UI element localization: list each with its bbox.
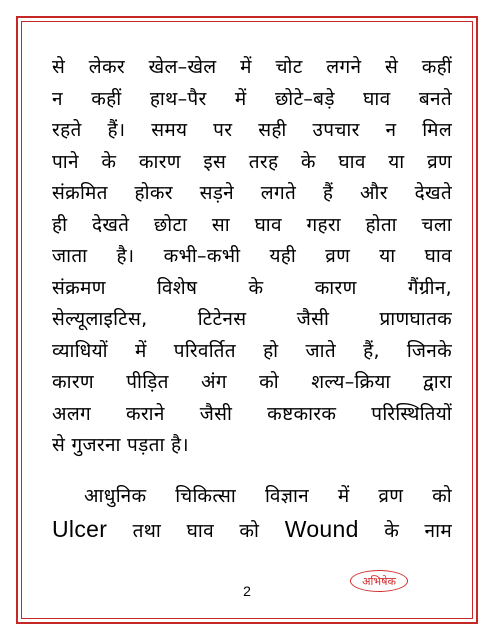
text-line: संक्रमित होकर सड़ने लगते हैं और देखते (52, 182, 452, 204)
term-wound: Wound (284, 515, 359, 542)
term-ulcer: Ulcer (52, 515, 108, 542)
text-line-mixed (52, 513, 452, 546)
text-line: कारण पीड़ित अंग को शल्य–क्रिया द्वारा (52, 371, 452, 393)
paragraph-1 (52, 52, 452, 462)
text-line: जाता है। कभी–कभी यही व्रण या घाव (52, 245, 452, 267)
text-line: अलग कराने जैसी कष्टकारक परिस्थितियों (52, 402, 452, 425)
text-line: पाने के कारण इस तरह के घाव या व्रण (52, 150, 452, 173)
body-text (52, 52, 452, 546)
text-line: से लेकर खेल–खेल में चोट लगने से कहीं (52, 56, 452, 78)
text-line: संक्रमण विशेष के कारण गैंग्रीन, (52, 276, 452, 299)
author-stamp: अभिषेक (350, 570, 408, 592)
text-line: आधुनिक चिकित्सा विज्ञान में व्रण को (84, 484, 452, 507)
paragraph-2 (52, 480, 452, 546)
text-fragment: तथा घाव को (132, 519, 260, 542)
text-line: व्याधियों में परिवर्तित हो जाते हैं, जिनके (52, 339, 452, 362)
text-line: रहते हैं। समय पर सही उपचार न मिल (52, 119, 452, 141)
text-fragment: के नाम (384, 519, 452, 542)
text-line: सेल्यूलाइटिस, टिटेनस जैसी प्राणघातक (52, 308, 452, 330)
text-line: ही देखते छोटा सा घाव गहरा होता चला (52, 213, 452, 236)
page-number: 2 (243, 583, 251, 599)
text-line: से गुजरना पड़ता है। (52, 434, 189, 456)
text-line: न कहीं हाथ–पैर में छोटे–बड़े घाव बनते (52, 87, 452, 110)
